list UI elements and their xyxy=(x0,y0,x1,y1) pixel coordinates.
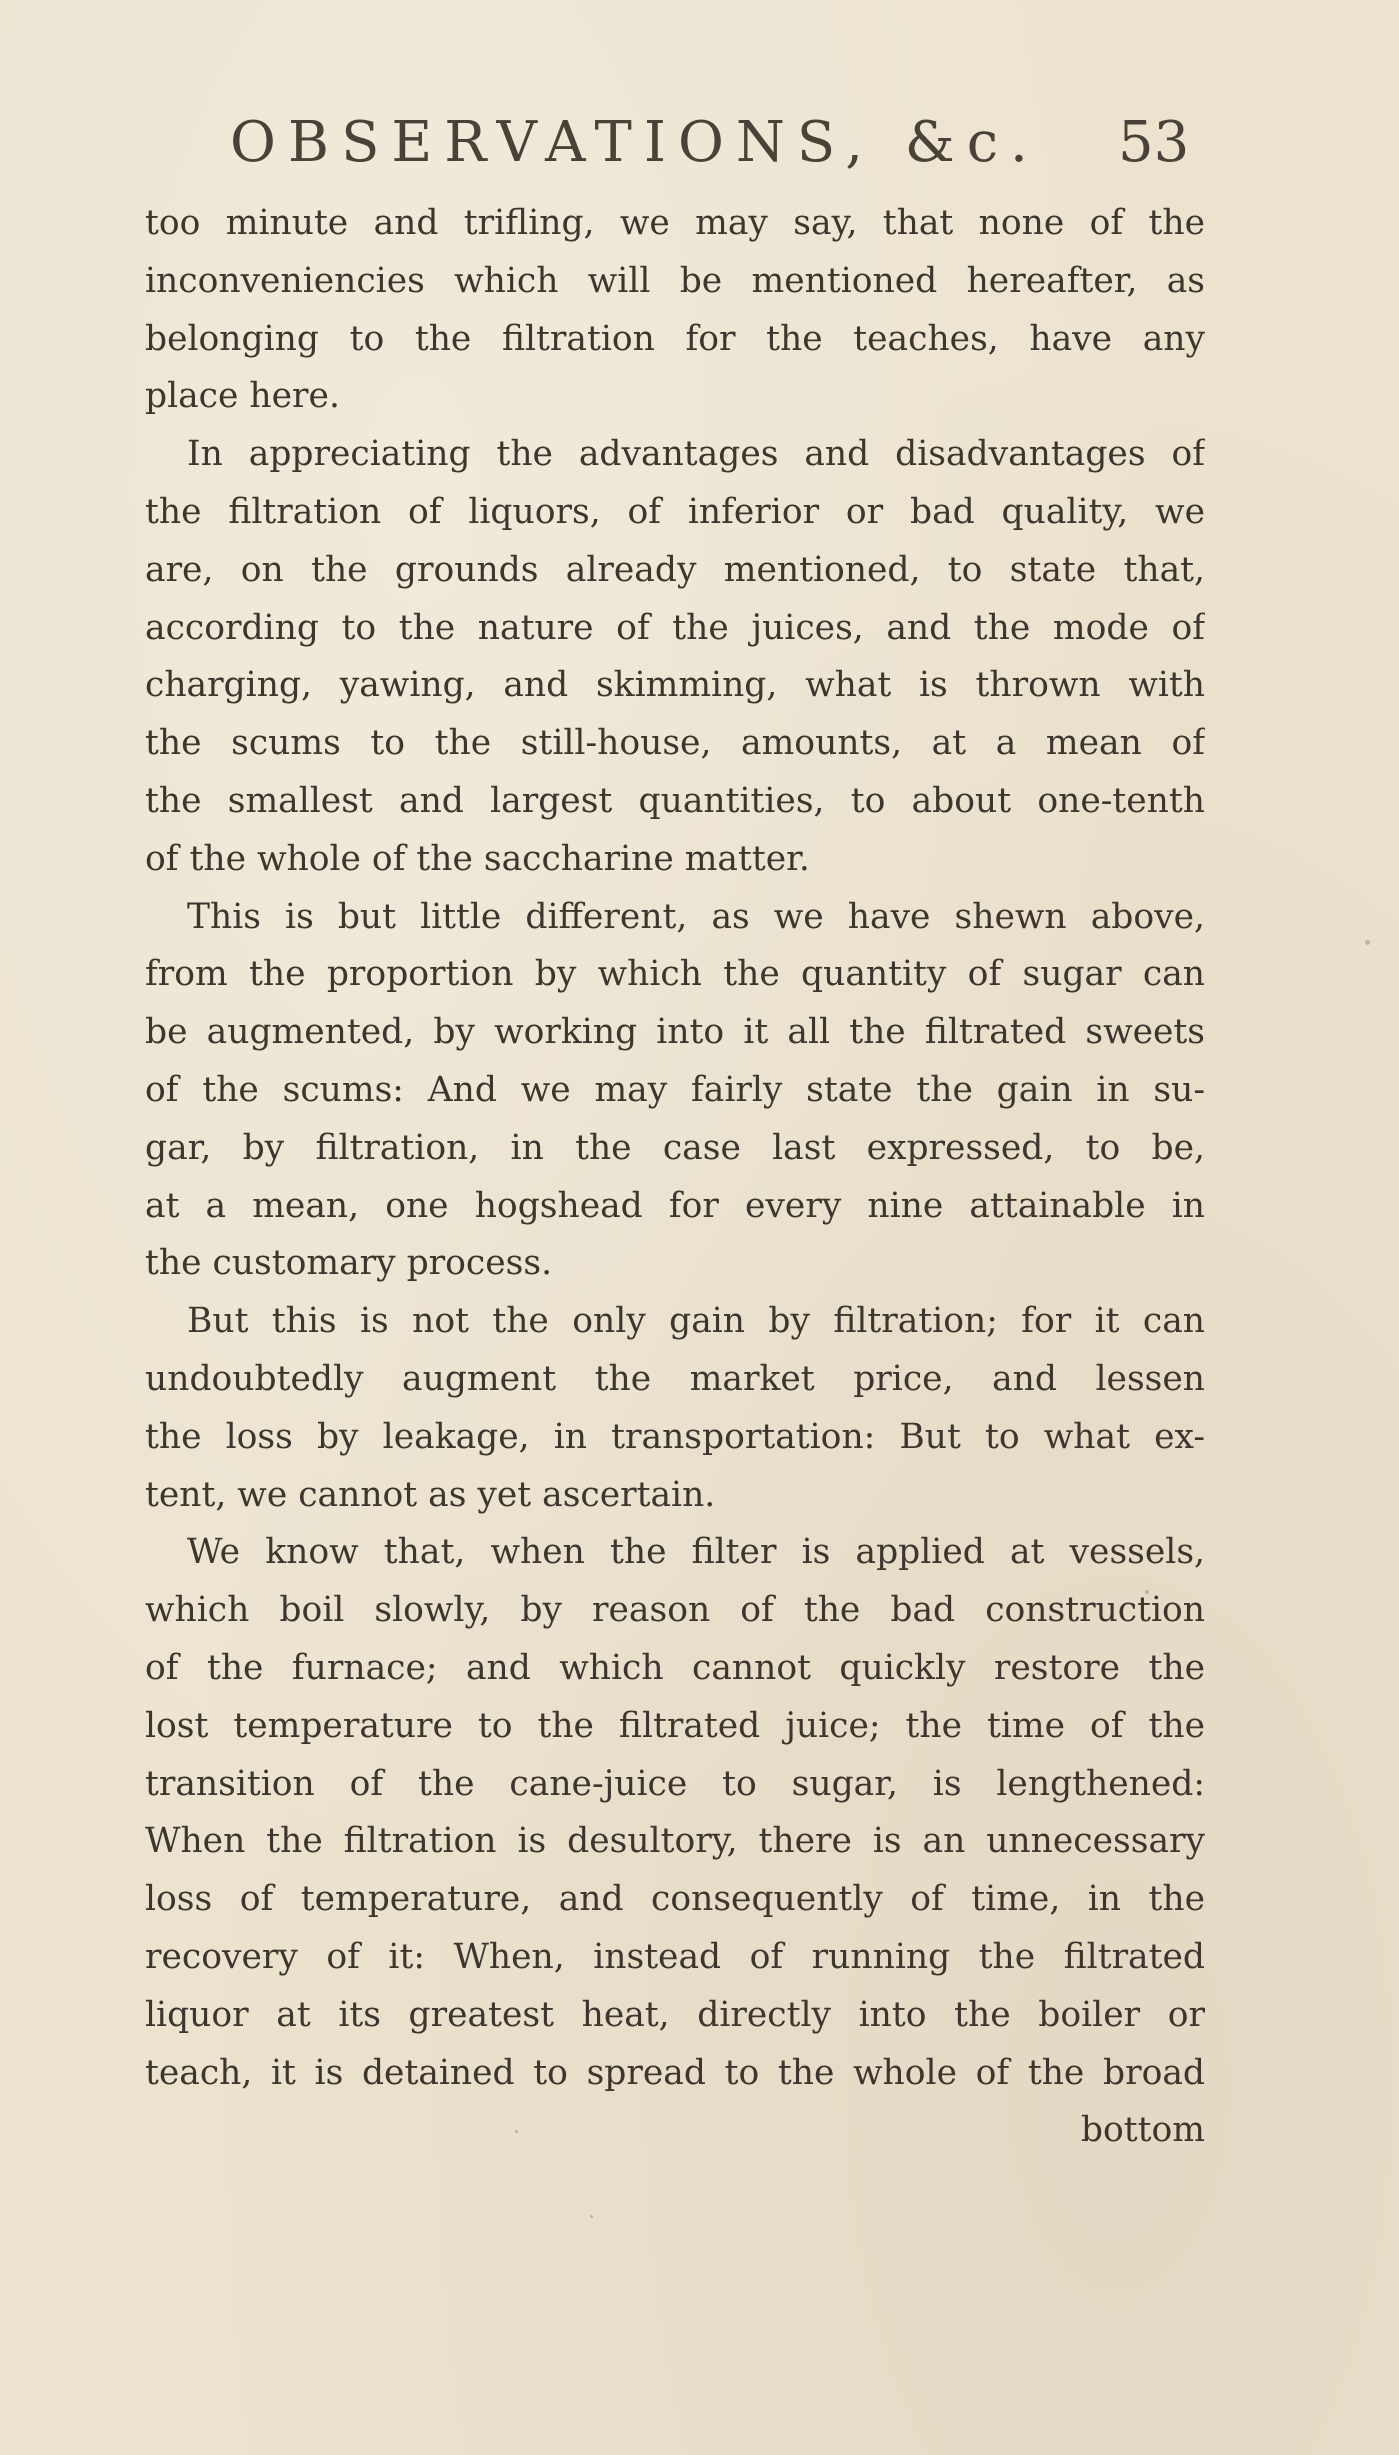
text-line: the filtration of liquors, of inferior or bad quality, we xyxy=(145,491,1205,532)
text-line: tent, we cannot as yet ascertain. xyxy=(145,1474,716,1515)
text-line: teach, it is detained to spread to the whole of the broad xyxy=(145,2052,1205,2093)
text-line: from the proportion by which the quantity of sugar can xyxy=(145,954,1205,995)
text-line: at a mean, one hogshead for every nine attainable in xyxy=(145,1185,1205,1226)
text-line: the smallest and largest quantities, to about one-tenth xyxy=(145,780,1205,821)
text-line: the loss by leakage, in transportation: But to what ex- xyxy=(145,1416,1205,1457)
text-line: loss of temperature, and consequently of time, in the xyxy=(145,1879,1205,1920)
text-line: liquor at its greatest heat, directly into the boiler or xyxy=(145,1994,1205,2035)
text-line: be augmented, by working into it all the filtrated sweets xyxy=(145,1012,1205,1053)
paper-speck xyxy=(1145,1590,1149,1594)
paper-speck xyxy=(590,2215,593,2218)
catchword-line xyxy=(145,2102,1205,2160)
text-line: according to the nature of the juices, and the mode of xyxy=(145,607,1205,648)
text-line: inconveniencies which will be mentioned hereafter, as xyxy=(145,260,1205,301)
page-number: 53 xyxy=(1118,110,1190,175)
text-line: the scums to the still-house, amounts, at a mean of xyxy=(145,723,1205,764)
body-text xyxy=(145,195,1205,2160)
text-line: transition of the cane-juice to sugar, is lengthened: xyxy=(145,1763,1205,1804)
text-line: the customary process. xyxy=(145,1243,553,1284)
text-line: We know that, when the filter is applied at vessels, xyxy=(187,1532,1205,1573)
text-line: which boil slowly, by reason of the bad construction xyxy=(145,1590,1205,1631)
text-line: charging, yawing, and skimming, what is thrown with xyxy=(145,665,1205,706)
text-line: gar, by filtration, in the case last expressed, to be, xyxy=(145,1127,1205,1168)
text-line: place here. xyxy=(145,376,340,417)
text-line: In appreciating the advantages and disadvantages of xyxy=(187,434,1205,475)
running-title: OBSERVATIONS, &c. xyxy=(230,110,1040,175)
page-header xyxy=(0,110,1399,190)
text-line: undoubtedly augment the market price, and lessen xyxy=(145,1358,1205,1399)
text-line: But this is not the only gain by filtration; for it can xyxy=(187,1301,1205,1342)
text-line: recovery of it: When, instead of running the filtrated xyxy=(145,1936,1205,1977)
text-line: of the furnace; and which cannot quickly restore the xyxy=(145,1647,1205,1688)
text-line: of the scums: And we may fairly state the gain in su- xyxy=(145,1069,1205,1110)
text-line: are, on the grounds already mentioned, to state that, xyxy=(145,549,1205,590)
paper-speck xyxy=(515,2130,518,2133)
text-line: too minute and trifling, we may say, that none of the xyxy=(145,203,1205,243)
text-line: This is but little different, as we have shewn above, xyxy=(187,896,1205,937)
catchword: bottom xyxy=(1080,2110,1205,2151)
text-line: lost temperature to the filtrated juice; the time of the xyxy=(145,1705,1205,1746)
text-line: of the whole of the saccharine matter. xyxy=(145,838,810,879)
text-line: belonging to the filtration for the teaches, have any xyxy=(145,318,1205,359)
text-line: When the filtration is desultory, there is an unnecessary xyxy=(145,1821,1205,1862)
paper-speck xyxy=(1365,940,1370,945)
